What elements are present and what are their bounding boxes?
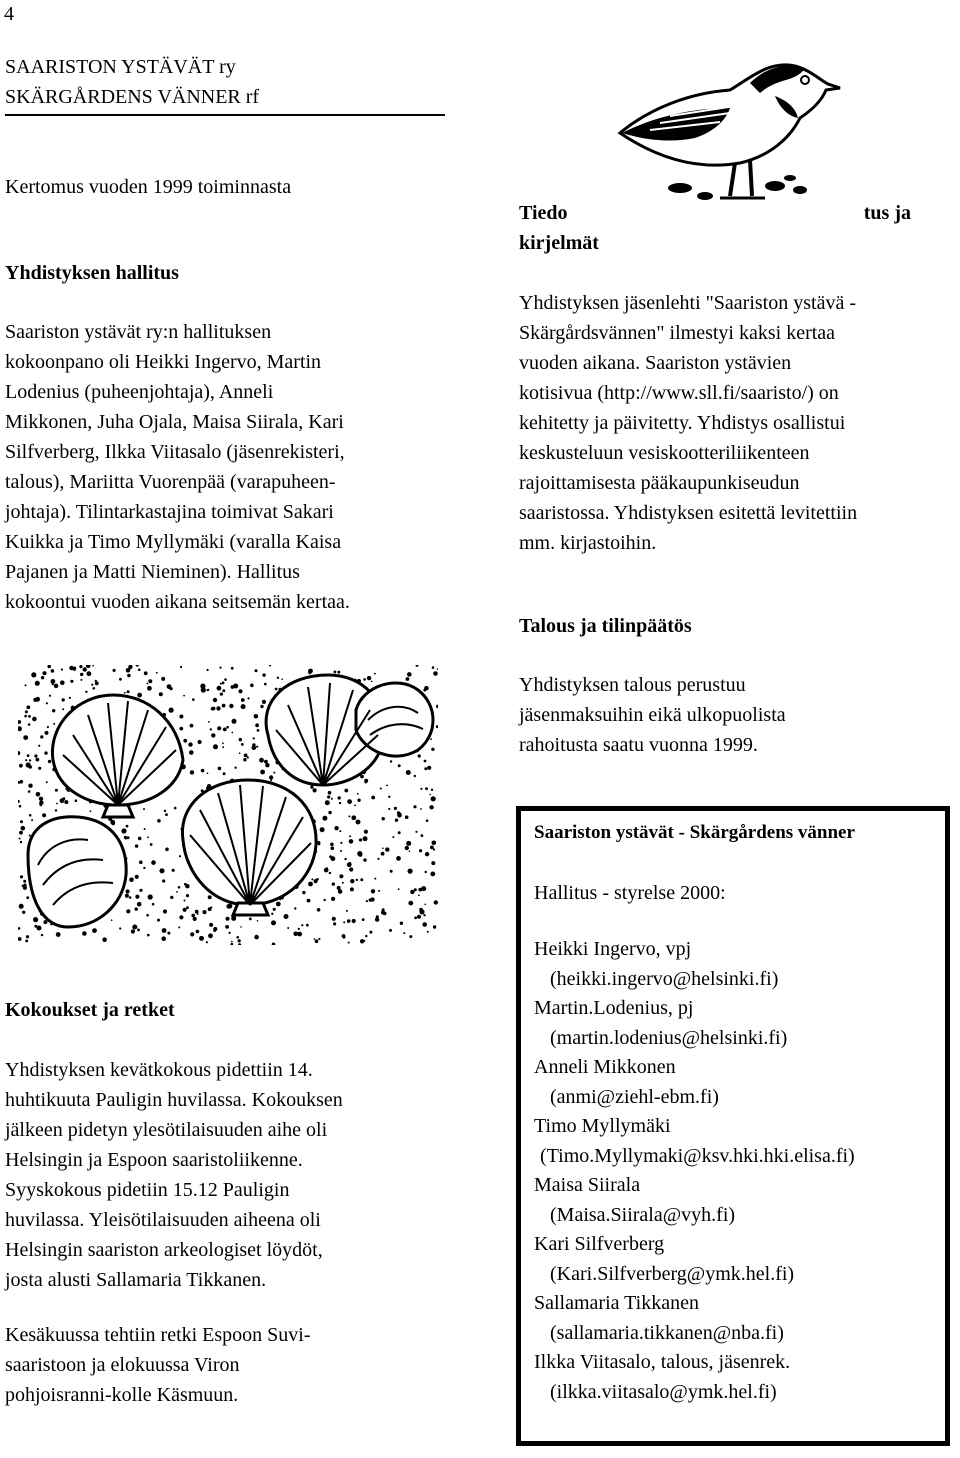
member-name: Martin.Lodenius, pj (534, 997, 694, 1019)
text-line: Yhdistyksen talous perustuu (519, 674, 746, 696)
text-line: Yhdistyksen jäsenlehti "Saariston ystävä - (519, 292, 856, 314)
text-line: Helsingin ja Espoon saaristoliikenne. (5, 1149, 303, 1171)
board-member (534, 1171, 855, 1230)
board-heading: Yhdistyksen hallitus (5, 262, 179, 284)
member-name: Heikki Ingervo, vpj (534, 938, 692, 960)
board-member-list (534, 935, 855, 1407)
text-line: kotisivua (http://www.sll.fi/saaristo/) on (519, 382, 839, 404)
text-line: kehitetty ja päivitetty. Yhdistys osallistui (519, 412, 846, 434)
member-email: (ilkka.viitasalo@ymk.hel.fi) (550, 1380, 777, 1403)
text-line: saaristoon ja elokuussa Viron (5, 1354, 240, 1376)
text-line: saaristossa. Yhdistyksen esitettä levitettiin (519, 502, 858, 524)
text-line: rajoittamisesta pääkaupunkiseudun (519, 472, 800, 494)
finance-heading: Talous ja tilinpäätös (519, 615, 692, 637)
member-email: (anmi@ziehl-ebm.fi) (550, 1085, 719, 1108)
trips-paragraph (5, 1320, 311, 1410)
text-line: Skärgårdsvännen" ilmestyi kaksi kertaa (519, 322, 836, 344)
org-name-sv: SKÄRGÅRDENS VÄNNER rf (5, 86, 260, 108)
text-line: keskusteluun vesiskootteriliikenteen (519, 442, 810, 464)
text-line: josta alusti Sallamaria Tikkanen. (5, 1269, 267, 1291)
text-line: Syyskokous pidetiin 15.12 Pauligin (5, 1179, 290, 1201)
member-name: Timo Myllymäki (534, 1115, 671, 1137)
text-line: Saariston ystävät ry:n hallituksen (5, 321, 272, 343)
finance-paragraph (519, 670, 786, 760)
text-line: Silfverberg, Ilkka Viitasalo (jäsenrekisteri, (5, 441, 345, 463)
info-heading (519, 198, 911, 228)
board-box-subtitle: Hallitus - styrelse 2000: (534, 882, 726, 904)
member-email: (Timo.Myllymaki@ksv.hki.hki.elisa.fi) (540, 1144, 855, 1167)
bird-illustration (600, 38, 850, 208)
text-line: Pajanen ja Matti Nieminen). Hallitus (5, 561, 300, 583)
shells-illustration (18, 665, 438, 945)
text-line: kokoontui vuoden aikana seitsemän kertaa. (5, 591, 350, 613)
text-line: johtaja). Tilintarkastajina toimivat Sakari (5, 501, 334, 523)
info-heading-end: tus ja (863, 202, 911, 224)
org-name-fi: SAARISTON YSTÄVÄT ry (5, 56, 236, 78)
member-email: (heikki.ingervo@helsinki.fi) (550, 967, 779, 990)
board-member (534, 935, 855, 994)
meetings-heading: Kokoukset ja retket (5, 999, 175, 1021)
text-line: vuoden aikana. Saariston ystävien (519, 352, 792, 374)
member-email: (sallamaria.tikkanen@nba.fi) (550, 1321, 784, 1344)
member-name: Kari Silfverberg (534, 1233, 665, 1255)
board-member (534, 994, 855, 1053)
text-line: mm. kirjastoihin. (519, 532, 657, 554)
board-member (534, 1348, 855, 1407)
info-heading-line2: kirjelmät (519, 232, 599, 254)
org-name (5, 52, 445, 116)
text-line: huhtikuuta Pauligin huvilassa. Kokouksen (5, 1089, 343, 1111)
member-email: (Kari.Silfverberg@ymk.hel.fi) (550, 1262, 795, 1285)
member-name: Maisa Siirala (534, 1174, 641, 1196)
report-title: Kertomus vuoden 1999 toiminnasta (5, 176, 292, 198)
text-line: jälkeen pidetyn ylesötilaisuuden aihe oli (5, 1119, 328, 1141)
board-member (534, 1112, 855, 1171)
text-line: Mikkonen, Juha Ojala, Maisa Siirala, Kari (5, 411, 344, 433)
text-line: talous), Mariitta Vuorenpää (varapuheen- (5, 471, 336, 493)
text-line: Yhdistyksen kevätkokous pidettiin 14. (5, 1059, 313, 1081)
info-heading-start: Tiedo (519, 202, 568, 224)
text-line: rahoitusta saatu vuonna 1999. (519, 734, 758, 756)
text-line: pohjoisranni-kolle Käsmuun. (5, 1384, 239, 1406)
text-line: Helsingin saariston arkeologiset löydöt, (5, 1239, 323, 1261)
text-line: huvilassa. Yleisötilaisuuden aiheena oli (5, 1209, 321, 1231)
info-paragraph (519, 288, 857, 558)
text-line: Kesäkuussa tehtiin retki Espoon Suvi- (5, 1324, 311, 1346)
board-member (534, 1289, 855, 1348)
member-email: (martin.lodenius@helsinki.fi) (550, 1026, 788, 1049)
text-line: Kuikka ja Timo Myllymäki (varalla Kaisa (5, 531, 342, 553)
text-line: jäsenmaksuihin eikä ulkopuolista (519, 704, 786, 726)
member-name: Sallamaria Tikkanen (534, 1292, 699, 1314)
text-line: kokoonpano oli Heikki Ingervo, Martin (5, 351, 322, 373)
member-email: (Maisa.Siirala@vyh.fi) (550, 1203, 736, 1226)
board-paragraph (5, 317, 350, 617)
text-line: Lodenius (puheenjohtaja), Anneli (5, 381, 274, 403)
page-number: 4 (4, 3, 14, 25)
board-member (534, 1230, 855, 1289)
board-member (534, 1053, 855, 1112)
member-name: Ilkka Viitasalo, talous, jäsenrek. (534, 1351, 791, 1373)
board-box-title: Saariston ystävät - Skärgårdens vänner (534, 822, 855, 843)
member-name: Anneli Mikkonen (534, 1056, 676, 1078)
meetings-paragraph (5, 1055, 343, 1295)
